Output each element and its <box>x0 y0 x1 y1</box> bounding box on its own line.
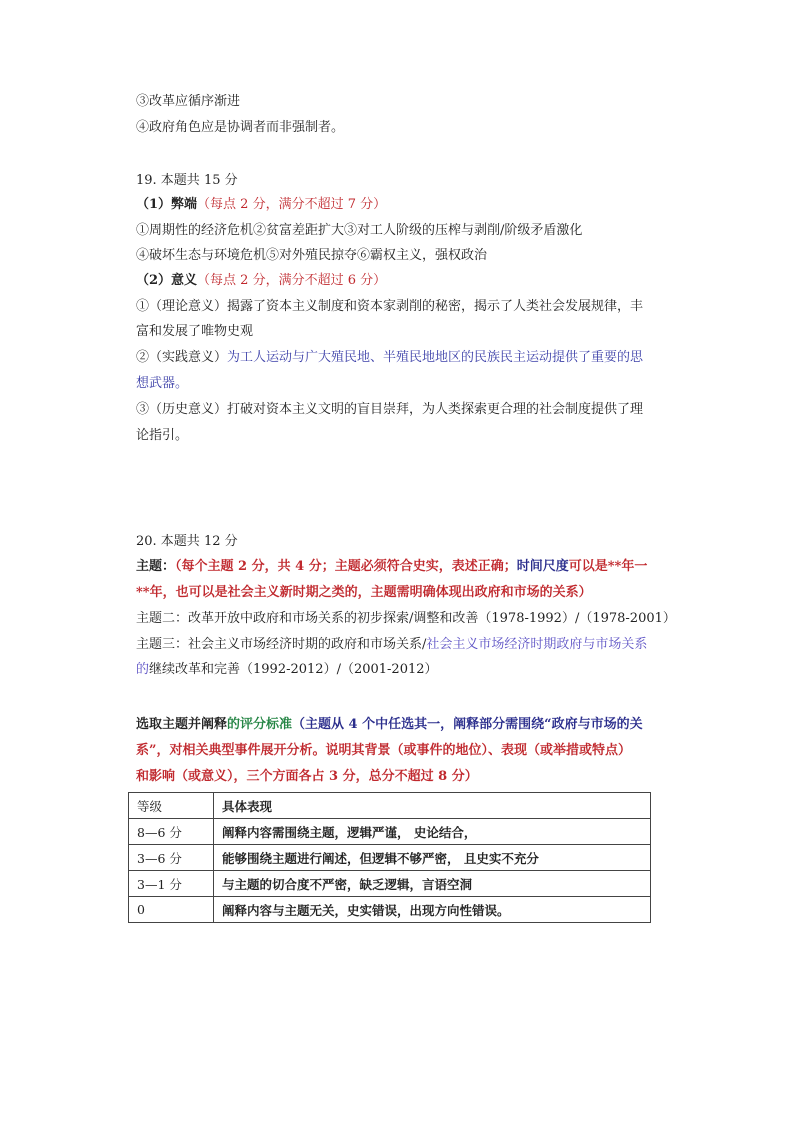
q20-theme-note-c: 可以是**年一 <box>568 559 648 574</box>
q20-theme3-c: 的 <box>136 662 150 677</box>
q20-theme3-line2 <box>136 661 438 679</box>
q20-criteria-line1 <box>136 716 643 734</box>
q20-criteria-a: 选取主题并阐释 <box>136 717 228 732</box>
reform-point-3: ③改革应循序渐进 <box>136 94 241 109</box>
q19-part2-line6: 论指引。 <box>136 428 189 443</box>
row-performance: 能够围绕主题进行阐述，但逻辑不够严密， 且史实不充分 <box>214 845 651 871</box>
q20-theme3-d: 继续改革和完善（1992-2012）/（2001-2012） <box>149 662 438 677</box>
q20-theme3-a: 主题三：社会主义市场经济时期的政府和市场关系/ <box>136 637 427 652</box>
q19-part1-note: （每点 2 分，满分不超过 7 分） <box>197 197 387 212</box>
row-level: 8—6 分 <box>129 819 214 845</box>
q19-part2-line2: 富和发展了唯物史观 <box>136 324 254 339</box>
q19-part1-line2: ④破坏生态与环境危机⑤对外殖民掠夺⑥霸权主义，强权政治 <box>136 248 488 263</box>
reform-point-4: ④政府角色应是协调者而非强制者。 <box>136 120 345 135</box>
row-level: 0 <box>129 897 214 923</box>
q20-theme-label: 主题： <box>136 559 176 574</box>
scoring-table <box>128 792 651 923</box>
q19-title: 19. 本题共 15 分 <box>136 173 238 188</box>
header-performance: 具体表现 <box>214 793 651 819</box>
q20-theme-line1 <box>136 558 647 576</box>
q19-part2-note: （每点 2 分，满分不超过 6 分） <box>197 273 387 288</box>
q19-practical-label: ②（实践意义） <box>136 350 228 365</box>
q20-criteria-c: （主题从 4 个中任选其一，阐释部分需围绕“政府与市场的关 <box>292 717 643 732</box>
q20-theme3-b: 社会主义市场经济时期政府与市场关系 <box>426 637 648 652</box>
row-performance: 阐释内容需围绕主题，逻辑严谨， 史论结合， <box>214 819 651 845</box>
q20-criteria-line2: 系”，对相关典型事件展开分析。说明其背景（或事件的地位）、表现（或举措或特点） <box>136 743 631 758</box>
header-level: 等级 <box>129 793 214 819</box>
q20-theme2: 主题二：改革开放中政府和市场关系的初步探索/调整和改善（1978-1992）/（1978-2001） <box>136 611 676 626</box>
q20-criteria-line3: 和影响（或意义），三个方面各占 3 分，总分不超过 8 分） <box>136 769 478 784</box>
q20-title: 20. 本题共 12 分 <box>136 534 238 549</box>
q20-theme3-line1 <box>136 636 647 654</box>
q19-part2-line1: ①（理论意义）揭露了资本主义制度和资本家剥削的秘密，揭示了人类社会发展规律，丰 <box>136 299 644 314</box>
q19-practical-text: 为工人运动与广大殖民地、半殖民地地区的民族民主运动提供了重要的思 <box>227 350 644 365</box>
row-performance: 阐释内容与主题无关，史实错误，出现方向性错误。 <box>214 897 651 923</box>
q20-theme-line2: **年，也可以是社会主义新时期之类的，主题需明确体现出政府和市场的关系） <box>136 585 592 600</box>
q19-part2-heading <box>136 272 386 290</box>
q19-part2-line5: ③（历史意义）打破对资本主义文明的盲目崇拜，为人类探索更合理的社会制度提供了理 <box>136 402 644 417</box>
q19-part2-line3 <box>136 349 643 367</box>
q20-theme-note-a: （每个主题 2 分，共 4 分；主题必须符合史实，表述正确； <box>175 559 517 574</box>
table-row <box>129 845 651 871</box>
table-row <box>129 871 651 897</box>
table-header-row <box>129 793 651 819</box>
q19-part2-label: （2）意义 <box>136 273 198 288</box>
q19-part1-label: （1）弊端 <box>136 197 198 212</box>
q19-part2-line4: 想武器。 <box>136 376 189 391</box>
row-performance: 与主题的切合度不严密，缺乏逻辑，言语空洞 <box>214 871 651 897</box>
table-row <box>129 897 651 923</box>
q19-part1-heading <box>136 196 386 214</box>
q19-part1-line1: ①周期性的经济危机②贫富差距扩大③对工人阶级的压榨与剥削/阶级矛盾激化 <box>136 223 583 238</box>
row-level: 3—6 分 <box>129 845 214 871</box>
q20-criteria-b: 的评分标准 <box>227 717 293 732</box>
table-row <box>129 819 651 845</box>
row-level: 3—1 分 <box>129 871 214 897</box>
q20-theme-note-time: 时间尺度 <box>516 559 569 574</box>
